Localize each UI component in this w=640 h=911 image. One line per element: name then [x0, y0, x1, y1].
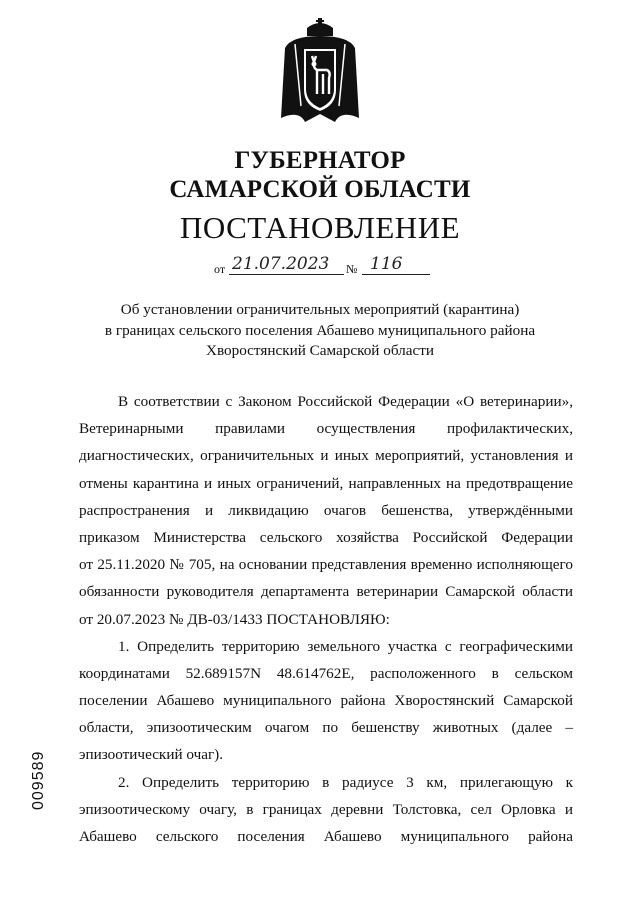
- text-line: Абашево сельского поселения Абашево муниципального района: [79, 828, 573, 845]
- text-line: от 20.07.2023 № ДВ-03/1433 ПОСТАНОВЛЯЮ:: [79, 610, 390, 628]
- subject-line: в границах сельского поселения Абашево муниципального района: [104, 321, 536, 339]
- text-line: 2. Определить территорию в радиусе 3 км, прилегающую к: [118, 773, 573, 791]
- number-underline: [362, 274, 430, 275]
- text-line: от 25.11.2020 № 705, на основании представления временно исполняющего: [79, 556, 573, 574]
- text-line: обязанности руководителя департамента ветеринарии Самарской области: [79, 583, 573, 601]
- date-number-line: [214, 252, 434, 278]
- text-line: приказом Министерства сельского хозяйства Российской Федерации: [79, 528, 573, 546]
- subject-line: Хворостянский Самарской области: [205, 342, 434, 359]
- document-body: [79, 388, 573, 850]
- text-line: координатами 52.689157N 48.614762E, расположенного в сельском: [79, 664, 573, 682]
- document-type: ПОСТАНОВЛЕНИЕ: [179, 210, 461, 245]
- handwritten-number: 116: [370, 254, 403, 274]
- text-line: Ветеринарными правилами осуществления профилактических,: [79, 420, 573, 438]
- text-line: 1. Определить территорию земельного участка с географическими: [118, 637, 573, 655]
- text-line: эпизоотический очаг).: [79, 746, 224, 764]
- authority-title: ГУБЕРНАТОР: [234, 147, 406, 174]
- number-label: №: [346, 262, 358, 276]
- handwritten-date: 21.07.2023: [232, 254, 330, 274]
- text-line: поселении Абашево муниципального района Хворостянский Самарской: [79, 692, 573, 710]
- text-line: диагностических, ограничительных и иных мероприятий, установления и: [79, 447, 573, 465]
- text-line: эпизоотическому очагу, в границах деревни Толстовка, сел Орловка и: [79, 800, 573, 818]
- text-line: В соответствии с Законом Российской Федерации «О ветеринарии»,: [118, 393, 573, 410]
- text-line: отмены карантина и иных ограничений, направленных на предотвращение: [79, 474, 573, 492]
- date-label: от: [214, 262, 226, 276]
- authority-region: САМАРСКОЙ ОБЛАСТИ: [169, 176, 471, 203]
- paragraph-preamble: [79, 388, 573, 633]
- paragraph-item-2: [79, 769, 573, 851]
- text-line: распространения и ликвидацию очагов бешенства, утверждёнными: [79, 501, 573, 519]
- text-line: области, эпизоотическим очагом по бешенству животных (далее –: [79, 719, 573, 737]
- coat-of-arms-icon: [277, 18, 363, 128]
- document-id: 009589: [30, 750, 47, 810]
- paragraph-item-1: [79, 633, 573, 769]
- subject-line: Об установлении ограничительных мероприятий (карантина): [120, 301, 520, 318]
- document-subject: [0, 300, 640, 362]
- date-underline: [229, 274, 344, 275]
